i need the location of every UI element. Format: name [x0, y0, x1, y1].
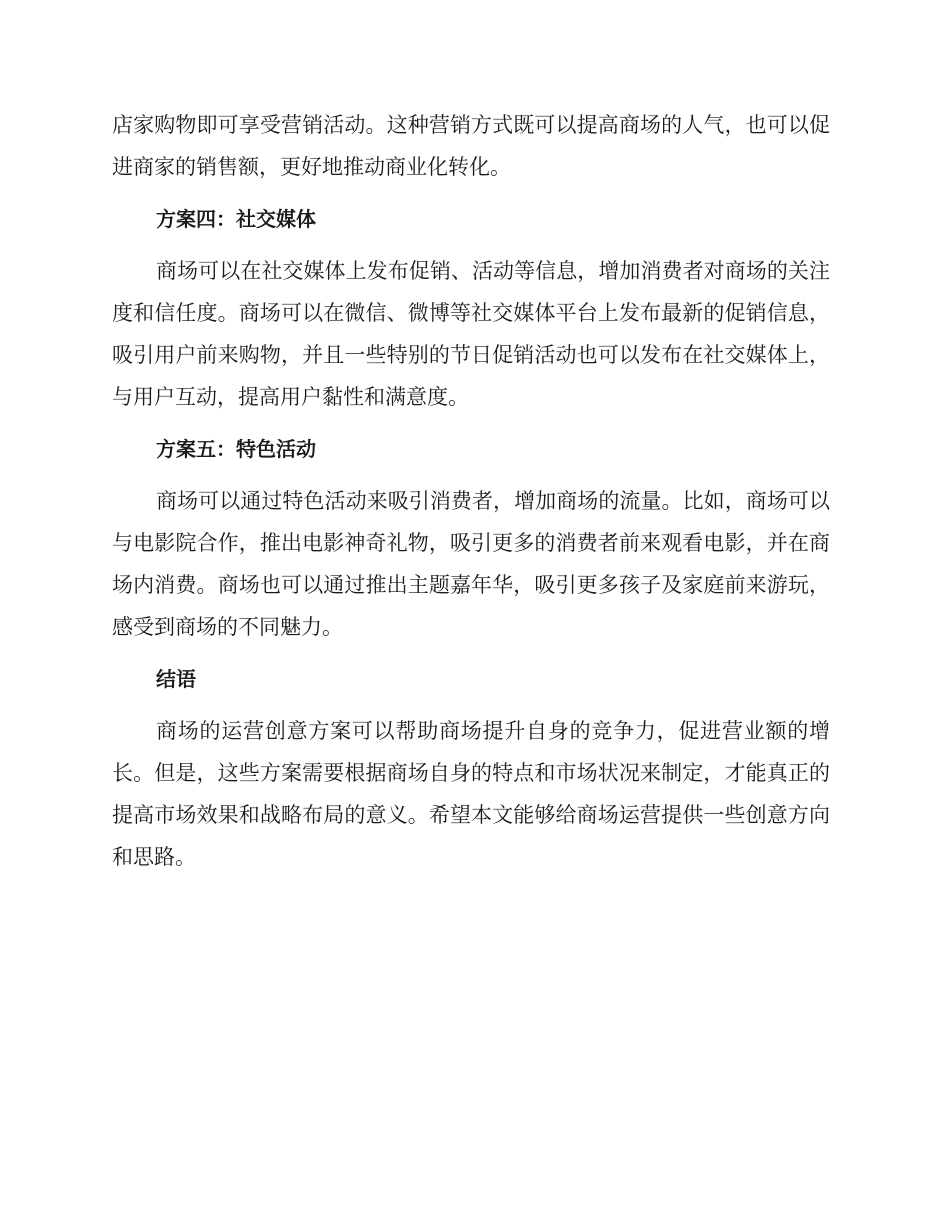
document-page — [112, 104, 830, 888]
section-body-special-events: 商场可以通过特色活动来吸引消费者，增加商场的流量。比如，商场可以与电影院合作，推出电影神奇礼物，吸引更多的消费者前来观看电影，并在商场内消费。商场也可以通过推出主题嘉年华，吸引更多孩子及家庭前来游玩，感受到商场的不同魅力。 — [112, 489, 830, 639]
section-body-social-media: 商场可以在社交媒体上发布促销、活动等信息，增加消费者对商场的关注度和信任度。商场可以在微信、微博等社交媒体平台上发布最新的促销信息，吸引用户前来购物，并且一些特别的节日促销活动也可以发布在社交媒体上，与用户互动，提高用户黏性和满意度。 — [112, 259, 830, 409]
section-heading-conclusion: 结语 — [156, 667, 196, 691]
section-heading-special-events: 方案五：特色活动 — [156, 437, 316, 461]
intro-continuation-paragraph: 店家购物即可享受营销活动。这种营销方式既可以提高商场的人气，也可以促进商家的销售额，更好地推动商业化转化。 — [112, 113, 830, 179]
section-heading-social-media: 方案四：社交媒体 — [156, 207, 316, 231]
section-body-conclusion: 商场的运营创意方案可以帮助商场提升自身的竞争力，促进营业额的增长。但是，这些方案需要根据商场自身的特点和市场状况来制定，才能真正的提高市场效果和战略布局的意义。希望本文能够给商场运营提供一些创意方向和思路。 — [112, 719, 830, 869]
